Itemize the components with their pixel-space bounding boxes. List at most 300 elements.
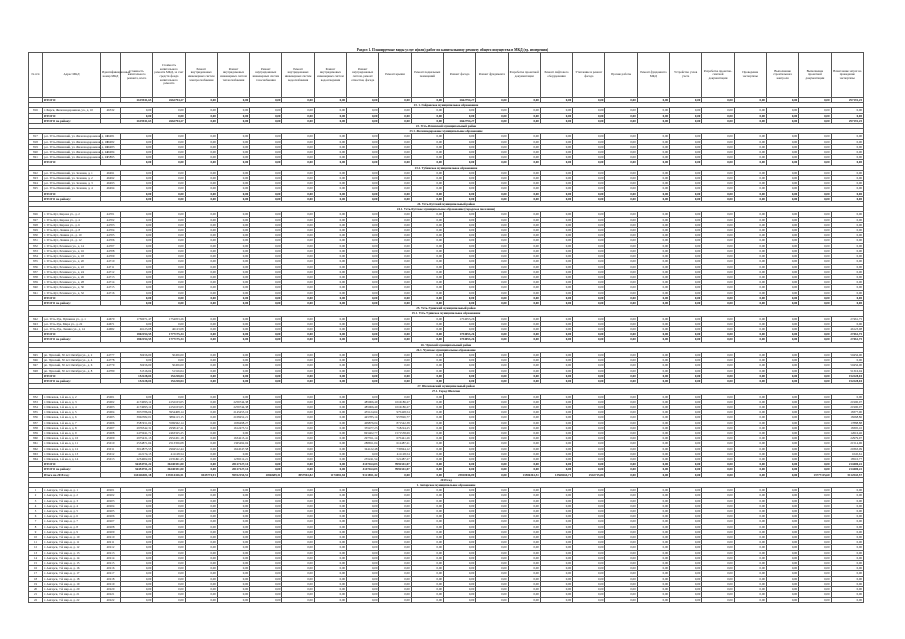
table-cell: 0,00 — [443, 467, 475, 472]
table-cell: 0,00 — [540, 425, 572, 430]
table-cell: 0,00 — [508, 498, 540, 503]
table-cell: 0,00 — [185, 524, 217, 529]
table-cell: 0,00 — [476, 118, 508, 123]
table-cell: 0,00 — [153, 509, 185, 514]
table-row — [29, 597, 864, 602]
table-cell: 0,00 — [411, 493, 443, 498]
table-cell: 0,00 — [347, 228, 379, 233]
table-cell: 0,00 — [605, 321, 637, 326]
table-cell: 957826,77 — [379, 415, 411, 420]
table-cell: 0,00 — [347, 134, 379, 139]
table-cell: 0,00 — [766, 295, 798, 300]
table-cell: 0,00 — [217, 378, 249, 383]
table-cell: 0,00 — [670, 176, 702, 181]
table-cell: 0,00 — [250, 243, 282, 248]
table-cell: 2463325,25 — [153, 431, 185, 436]
table-cell: 17 — [29, 571, 43, 576]
table-cell: 0,00 — [766, 269, 798, 274]
table-cell: 44708 — [101, 248, 121, 253]
table-cell: 0,00 — [476, 493, 508, 498]
table-cell: 0,00 — [476, 280, 508, 285]
table-cell: 0,00 — [411, 139, 443, 144]
table-cell: 1936498,27 — [217, 420, 249, 425]
table-cell: 0,00 — [314, 269, 346, 274]
table-cell: 0,00 — [605, 285, 637, 290]
table-cell: 0,00 — [799, 425, 831, 430]
table-cell: 0,00 — [250, 550, 282, 555]
table-cell: г. Ангарск, 7-й мкр-н, д. 2 — [43, 493, 101, 498]
table-cell: 0,00 — [379, 321, 411, 326]
table-cell: 0,00 — [250, 498, 282, 503]
table-cell: 4152103,05 — [153, 399, 185, 404]
table-cell: г. Ангарск, 7-й мкр-н, д. 16 — [43, 566, 101, 571]
table-cell: 0,00 — [540, 326, 572, 331]
table-cell: 0,00 — [282, 368, 314, 373]
table-cell: 0,00 — [153, 290, 185, 295]
table-cell: 0,00 — [766, 373, 798, 378]
table-cell: 0,00 — [217, 550, 249, 555]
table-cell: 0,00 — [637, 233, 669, 238]
table-cell: 1777175,34 — [153, 337, 185, 342]
table-cell: 0,00 — [314, 509, 346, 514]
table-cell: 0,00 — [153, 503, 185, 508]
table-cell: 0,00 — [411, 524, 443, 529]
table-cell: 0,00 — [250, 176, 282, 181]
table-cell: 0,00 — [217, 285, 249, 290]
table-cell: 0,00 — [411, 467, 443, 472]
table-cell: 0,00 — [282, 170, 314, 175]
table-cell: 0,00 — [734, 415, 766, 420]
table-cell: 0,00 — [379, 488, 411, 493]
table-cell: 0,00 — [411, 446, 443, 451]
table-cell: 0,00 — [185, 555, 217, 560]
table-cell: 0,00 — [217, 191, 249, 196]
table-cell: 45004 — [101, 410, 121, 415]
table-cell: 0,00 — [831, 290, 863, 295]
table-cell: 0,00 — [379, 139, 411, 144]
table-cell: 0,00 — [476, 259, 508, 264]
table-cell: 0,00 — [250, 170, 282, 175]
table-cell: 0,00 — [185, 368, 217, 373]
table-cell: 0,00 — [540, 535, 572, 540]
table-cell: 0,00 — [734, 410, 766, 415]
table-cell: 0,00 — [153, 519, 185, 524]
table-cell: 0,00 — [573, 467, 605, 472]
table-body — [29, 98, 864, 603]
table-cell: 0,00 — [379, 368, 411, 373]
table-cell: 0,00 — [217, 529, 249, 534]
table-cell: 0,00 — [443, 436, 475, 441]
table-cell: 0,00 — [314, 118, 346, 123]
table-cell: 856 — [29, 415, 43, 420]
table-cell: 0,00 — [347, 150, 379, 155]
table-cell: 0,00 — [347, 295, 379, 300]
table-cell: 0,00 — [314, 150, 346, 155]
table-cell: 0,00 — [766, 524, 798, 529]
table-cell: 0,00 — [314, 431, 346, 436]
table-cell: 0,00 — [670, 280, 702, 285]
table-cell: 0,00 — [250, 514, 282, 519]
table-cell: 0,00 — [573, 285, 605, 290]
table-cell: 0,00 — [605, 191, 637, 196]
table-cell: 0,00 — [411, 592, 443, 597]
table-cell: 0,00 — [734, 358, 766, 363]
table-cell: 0,00 — [347, 118, 379, 123]
table-cell: 0,00 — [573, 535, 605, 540]
table-cell: 0,00 — [411, 488, 443, 493]
table-cell: 0,00 — [443, 191, 475, 196]
table-cell: 0,00 — [443, 373, 475, 378]
table-cell: 0,00 — [347, 144, 379, 149]
table-cell: 0,00 — [540, 597, 572, 602]
table-cell: 0,00 — [734, 587, 766, 592]
table-cell: 0,00 — [379, 300, 411, 305]
table-cell: 0,00 — [121, 269, 153, 274]
table-cell: 0,00 — [573, 587, 605, 592]
table-cell: 0,00 — [637, 254, 669, 259]
table-cell: 0,00 — [734, 352, 766, 357]
table-cell: 0,00 — [217, 290, 249, 295]
table-cell: 2958147,21 — [153, 425, 185, 430]
table-cell: 1802194,55 — [121, 337, 153, 342]
table-cell: 0,00 — [347, 160, 379, 165]
table-cell: 0,00 — [734, 431, 766, 436]
table-cell: 0,00 — [282, 545, 314, 550]
table-cell: 0,00 — [702, 415, 734, 420]
table-cell: 0,00 — [831, 514, 863, 519]
table-cell: 0,00 — [379, 280, 411, 285]
table-cell: 11 — [29, 540, 43, 545]
table-cell: 0,00 — [217, 134, 249, 139]
table-cell: 0,00 — [379, 561, 411, 566]
table-cell: 0,00 — [799, 352, 831, 357]
table-cell: 13586361,51 — [508, 472, 540, 477]
table-cell: 0,00 — [540, 176, 572, 181]
table-cell: 0,00 — [573, 555, 605, 560]
table-cell: 0,00 — [831, 581, 863, 586]
table-cell: 4957961,82 — [282, 472, 314, 477]
table-cell: 0,00 — [734, 493, 766, 498]
table-cell: 0,00 — [702, 176, 734, 181]
table-cell: 0,00 — [379, 535, 411, 540]
table-cell: 0,00 — [831, 150, 863, 155]
table-cell: 411128,54 — [153, 451, 185, 456]
table-cell: 0,00 — [443, 222, 475, 227]
table-cell: 0,00 — [702, 472, 734, 477]
table-cell: 0,00 — [217, 160, 249, 165]
table-cell: 46494 — [101, 186, 121, 191]
table-cell: 0,00 — [831, 144, 863, 149]
table-cell: 0,00 — [347, 581, 379, 586]
table-cell: 40208 — [101, 524, 121, 529]
table-cell: 0,00 — [670, 113, 702, 118]
table-cell: 0,00 — [734, 545, 766, 550]
table-cell: 0,00 — [702, 98, 734, 103]
table-cell: 485066,49 — [347, 399, 379, 404]
table-cell: 0,00 — [508, 222, 540, 227]
table-cell: 0,00 — [605, 243, 637, 248]
table-cell: 0,00 — [443, 181, 475, 186]
table-cell: 0,00 — [217, 248, 249, 253]
table-cell: 0,00 — [314, 540, 346, 545]
table-cell: 0,00 — [153, 321, 185, 326]
table-cell: г. Ангарск, 7-й мкр-н, д. 7 — [43, 519, 101, 524]
table-cell: 0,00 — [347, 264, 379, 269]
table-cell: 0,00 — [766, 415, 798, 420]
table-cell: 0,00 — [379, 576, 411, 581]
table-cell: 0,00 — [250, 139, 282, 144]
table-cell: 0,00 — [379, 238, 411, 243]
table-cell: 0,00 — [250, 441, 282, 446]
table-cell: 0,00 — [799, 535, 831, 540]
table-cell: 0,00 — [702, 462, 734, 467]
table-cell: 0,00 — [831, 176, 863, 181]
table-cell: 0,00 — [605, 170, 637, 175]
table-cell: г. Ангарск, 7-й мкр-н, д. 9 — [43, 529, 101, 534]
table-cell: 0,00 — [734, 529, 766, 534]
table-cell: 0,00 — [799, 316, 831, 321]
table-cell: 0,00 — [831, 264, 863, 269]
table-cell: 0,00 — [153, 597, 185, 602]
table-cell: 0,00 — [831, 243, 863, 248]
table-cell: 2662794,27 — [443, 118, 475, 123]
table-cell: 0,00 — [347, 545, 379, 550]
table-cell: 0,00 — [637, 441, 669, 446]
table-cell: 0,00 — [540, 274, 572, 279]
table-cell: 0,00 — [185, 176, 217, 181]
table-cell: 0,00 — [185, 509, 217, 514]
table-cell: р.п. Усть-Илимский, ул. Зеленая, д. 2 — [43, 176, 101, 181]
column-header: Ремонт фундамента — [476, 53, 508, 98]
table-cell: 0,00 — [702, 597, 734, 602]
table-cell: 0,00 — [217, 269, 249, 274]
table-cell: 0,00 — [314, 222, 346, 227]
table-cell: 0,00 — [799, 493, 831, 498]
table-cell: 0,00 — [573, 118, 605, 123]
table-cell: 0,00 — [411, 98, 443, 103]
table-cell: ИТОГО по району: — [43, 118, 101, 123]
table-cell: 0,00 — [637, 514, 669, 519]
table-cell: 0,00 — [282, 555, 314, 560]
table-cell: 0,00 — [476, 228, 508, 233]
table-cell: 855 — [29, 410, 43, 415]
table-cell: 0,00 — [766, 431, 798, 436]
table-cell: 0,00 — [540, 529, 572, 534]
table-cell: 0,00 — [766, 488, 798, 493]
table-cell: 0,00 — [250, 300, 282, 305]
table-cell: 0,00 — [766, 134, 798, 139]
table-cell: 0,00 — [411, 436, 443, 441]
table-cell: 0,00 — [411, 269, 443, 274]
table-cell: 15 — [29, 561, 43, 566]
table-cell: 0,00 — [476, 446, 508, 451]
table-cell: 0,00 — [766, 394, 798, 399]
table-cell: 0,00 — [508, 233, 540, 238]
table-cell: 0,00 — [347, 108, 379, 113]
table-cell: 0,00 — [347, 290, 379, 295]
table-cell: 44779 — [101, 363, 121, 368]
table-cell: 0,00 — [540, 108, 572, 113]
table-cell: 0,00 — [153, 285, 185, 290]
table-cell: 0,00 — [734, 597, 766, 602]
table-cell: 0,00 — [766, 561, 798, 566]
table-cell: 0,00 — [282, 118, 314, 123]
table-cell: 18395,10 — [831, 425, 863, 430]
table-cell: рп. Чунский, 50 лет Октября ул., д. 4 — [43, 358, 101, 363]
table-cell: 0,00 — [831, 488, 863, 493]
table-cell: 0,00 — [347, 170, 379, 175]
table-cell: 0,00 — [573, 545, 605, 550]
table-cell: 0,00 — [734, 108, 766, 113]
table-cell: 0,00 — [476, 457, 508, 462]
table-cell: 0,00 — [411, 358, 443, 363]
table-cell: 0,00 — [799, 431, 831, 436]
table-cell: 0,00 — [411, 425, 443, 430]
table-cell: 0,00 — [185, 269, 217, 274]
table-cell: 0,00 — [831, 113, 863, 118]
table-cell: 0,00 — [702, 368, 734, 373]
table-cell: 0,00 — [185, 150, 217, 155]
table-cell: 0,00 — [282, 410, 314, 415]
table-cell: 0,00 — [153, 498, 185, 503]
table-cell: 0,00 — [411, 457, 443, 462]
table-cell: 0,00 — [766, 467, 798, 472]
table-cell: 44714 — [101, 280, 121, 285]
table-cell: 0,00 — [508, 467, 540, 472]
table-cell: 0,00 — [637, 467, 669, 472]
table-cell: 0,00 — [605, 597, 637, 602]
table-cell: 20363,09 — [831, 446, 863, 451]
table-cell: 0,00 — [217, 217, 249, 222]
table-cell: 0,00 — [766, 358, 798, 363]
table-cell: 0,00 — [573, 290, 605, 295]
table-cell: 0,00 — [637, 587, 669, 592]
table-cell: 1624547,58 — [217, 446, 249, 451]
table-cell: 0,00 — [476, 571, 508, 576]
table-cell: 10 — [29, 535, 43, 540]
table-cell: 0,00 — [573, 368, 605, 373]
table-cell: 0,00 — [540, 378, 572, 383]
table-cell: 0,00 — [540, 431, 572, 436]
table-cell: 45012 — [101, 451, 121, 456]
table-cell: 0,00 — [121, 160, 153, 165]
table-cell: 0,00 — [605, 295, 637, 300]
table-cell: 0,00 — [540, 498, 572, 503]
table-cell: 0,00 — [670, 415, 702, 420]
table-cell: 3902382,01 — [121, 415, 153, 420]
table-cell: 0,00 — [734, 285, 766, 290]
table-cell: 0,00 — [573, 150, 605, 155]
table-cell: 0,00 — [379, 269, 411, 274]
table-cell: 0,00 — [347, 550, 379, 555]
table-cell: 0,00 — [282, 399, 314, 404]
table-cell: 0,00 — [766, 352, 798, 357]
table-cell: 0,00 — [153, 186, 185, 191]
table-cell: 0,00 — [314, 519, 346, 524]
table-cell: 0,00 — [250, 108, 282, 113]
table-cell: 0,00 — [766, 274, 798, 279]
table-cell: 0,00 — [443, 264, 475, 269]
table-cell: 0,00 — [347, 597, 379, 602]
table-cell: 0,00 — [573, 134, 605, 139]
table-cell: 40207 — [101, 519, 121, 524]
table-cell: 0,00 — [670, 254, 702, 259]
table-cell: 0,00 — [443, 425, 475, 430]
table-cell: 0,00 — [250, 233, 282, 238]
table-cell: 0,00 — [831, 358, 863, 363]
table-cell: 0,00 — [799, 108, 831, 113]
table-cell: 0,00 — [799, 233, 831, 238]
table-cell: 0,00 — [540, 514, 572, 519]
table-cell: 0,00 — [379, 160, 411, 165]
table-cell: 0,00 — [573, 425, 605, 430]
table-cell: 0,00 — [185, 108, 217, 113]
table-cell: г. Усть-Кут, Кирова ул., д. 4 — [43, 217, 101, 222]
table-cell: г. Усть-Кут, Ленина ул., д. 12 — [43, 238, 101, 243]
table-cell: 0,00 — [799, 457, 831, 462]
table-cell: 4147164,03 — [347, 462, 379, 467]
table-cell: 0,00 — [282, 509, 314, 514]
table-cell: г. Ангарск, 7-й мкр-н, д. 22 — [43, 597, 101, 602]
table-cell: 0,00 — [476, 300, 508, 305]
table-cell: 0,00 — [766, 280, 798, 285]
table-cell: 0,00 — [702, 150, 734, 155]
table-cell: 0,00 — [476, 451, 508, 456]
table-cell: 2976542,31 — [121, 425, 153, 430]
capital-repair-table — [28, 52, 864, 603]
table-cell: 0,00 — [217, 587, 249, 592]
table-cell: 0,00 — [831, 300, 863, 305]
table-cell: 0,00 — [314, 378, 346, 383]
table-cell: 0,00 — [508, 280, 540, 285]
table-cell: 0,00 — [637, 113, 669, 118]
table-cell: 0,00 — [605, 436, 637, 441]
table-cell: г. Шелехов, 1-й кв-л, д. 9 — [43, 431, 101, 436]
table-cell: 0,00 — [605, 566, 637, 571]
table-cell: 0,00 — [443, 451, 475, 456]
table-cell: 0,00 — [476, 222, 508, 227]
table-cell: 0,00 — [573, 566, 605, 571]
table-cell: г. Усть-Кут, Речников ул., д. 30 — [43, 285, 101, 290]
table-cell: 0,00 — [508, 592, 540, 597]
table-cell: 0,00 — [766, 144, 798, 149]
table-cell: 40214 — [101, 555, 121, 560]
table-cell: 0,00 — [282, 160, 314, 165]
table-cell: 0,00 — [282, 519, 314, 524]
table-cell: 0,00 — [605, 514, 637, 519]
table-cell: 0,00 — [637, 139, 669, 144]
table-cell: 0,00 — [573, 144, 605, 149]
table-cell: 50456,00 — [831, 352, 863, 357]
column-header: Ремонт внутридомовых инженерных систем газоснабжения — [250, 53, 282, 98]
table-cell: р.п. Усть-Илимский, ул. Железнодорожная, д. 24 — [44, 155, 108, 160]
table-cell: 0,00 — [734, 98, 766, 103]
table-cell: 0,00 — [443, 378, 475, 383]
table-cell: 844 — [29, 326, 43, 331]
table-cell: 0,00 — [670, 457, 702, 462]
table-cell: 0,00 — [185, 144, 217, 149]
table-cell: 0,00 — [702, 233, 734, 238]
table-cell: 0,00 — [379, 597, 411, 602]
table-cell: 0,00 — [508, 415, 540, 420]
table-cell: 0,00 — [443, 269, 475, 274]
table-cell: 0,00 — [185, 186, 217, 191]
table-cell: 0,00 — [185, 561, 217, 566]
table-cell: 0,00 — [217, 358, 249, 363]
table-cell: 0,00 — [153, 566, 185, 571]
table-cell: 0,00 — [540, 212, 572, 217]
table-cell: 0,00 — [670, 228, 702, 233]
